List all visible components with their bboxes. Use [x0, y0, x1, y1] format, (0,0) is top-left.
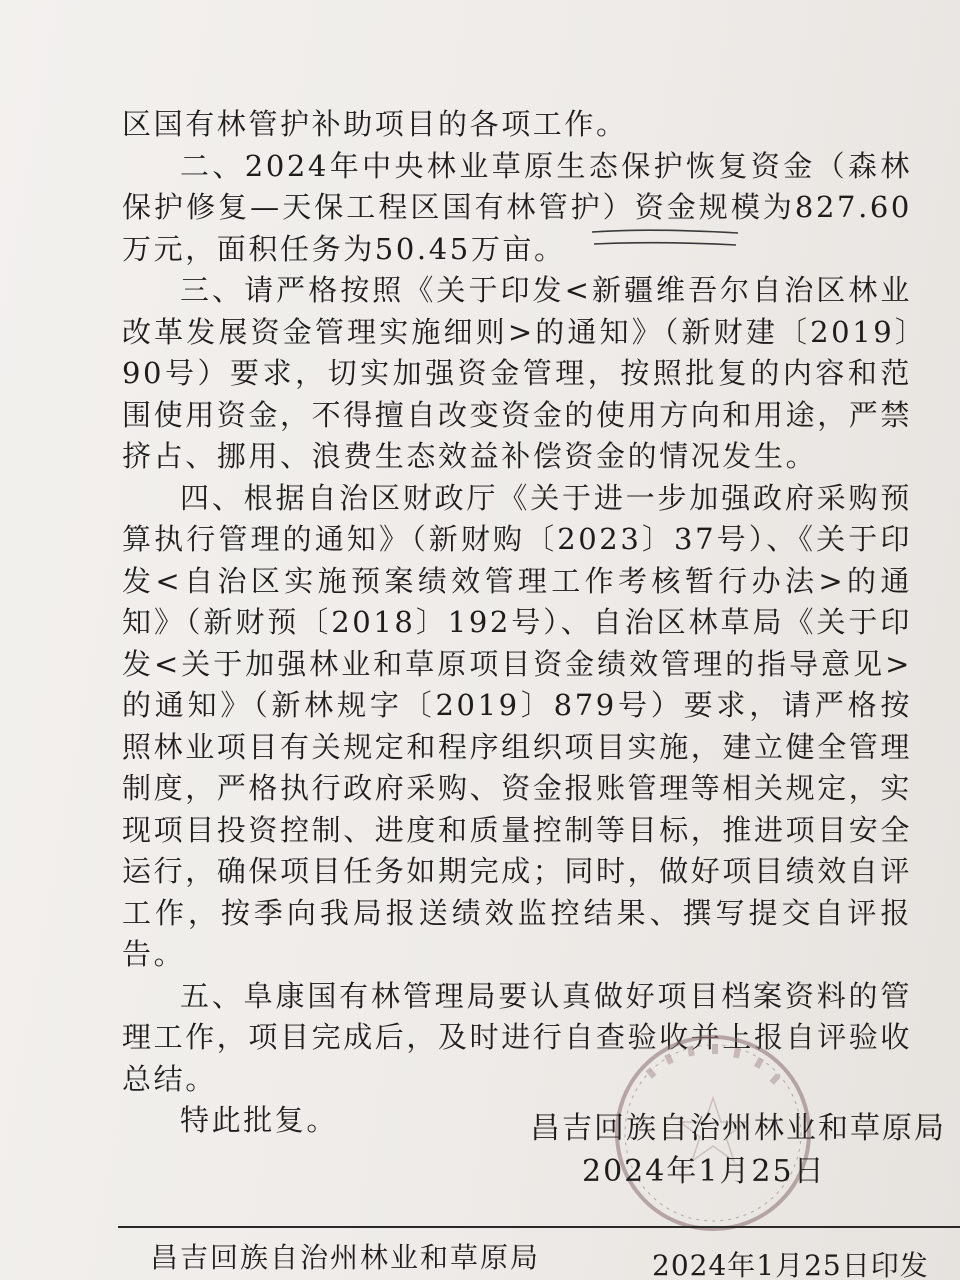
paragraph-item-3: 三、请严格按照《关于印发<新疆维吾尔自治区林业改革发展资金管理实施细则>的通知》（新财建〔2019〕90号）要求，切实加强资金管理，按照批复的内容和范围使用资金，不得擅自改变资金的使用方向和用途，严禁挤占、挪用、浪费生态效益补偿资金的情况发生。 — [122, 273, 913, 473]
signature-org: 昌吉回族自治州林业和草原局 — [530, 1111, 946, 1146]
paragraph-item-5: 五、阜康国有林管理局要认真做好项目档案资料的管理工作，项目完成后，及时进行自查验收并上报自评验收总结。 — [122, 978, 913, 1096]
footer-divider — [118, 1226, 960, 1228]
document-body — [122, 104, 912, 1142]
paragraph-continuation: 区国有林管护补助项目的各项工作。 — [122, 107, 628, 141]
footer-issuer: 昌吉回族自治州林业和草原局 — [150, 1241, 541, 1274]
handwritten-underline — [590, 226, 740, 250]
paragraph-item-4: 四、根据自治区财政厅《关于进一步加强政府采购预算执行管理的通知》（新财购〔2023〕37号）、《关于印发<自治区实施预案绩效管理工作考核暂行办法>的通知》（新财预〔2018〕192号）、自治区林草局《关于印发<关于加强林业和草原项目资金绩效管理的指导意见>的通知》（新林规字〔2019〕879号）要求，请严格按照林业项目有关规定和程序组织项目实施，建立健全管理制度，严格执行政府采购、资金报账管理等相关规定，实现项目投资控制、进度和质量控制等目标，推进项目安全运行，确保项目任务如期完成；同时，做好项目绩效自评工作，按季向我局报送绩效监控结果、撰写提交自评报告。 — [122, 480, 913, 971]
paragraph-item-2: 二、2024年中央林业草原生态保护恢复资金（森林保护修复—天保工程区国有林管护）资金规模为827.60万元，面积任务为50.45万亩。 — [122, 148, 912, 266]
footer-issue-date: 2024年1月25日印发 — [652, 1249, 929, 1280]
signature-date: 2024年1月25日 — [582, 1154, 826, 1189]
paragraph-closing: 特此批复。 — [180, 1103, 339, 1137]
